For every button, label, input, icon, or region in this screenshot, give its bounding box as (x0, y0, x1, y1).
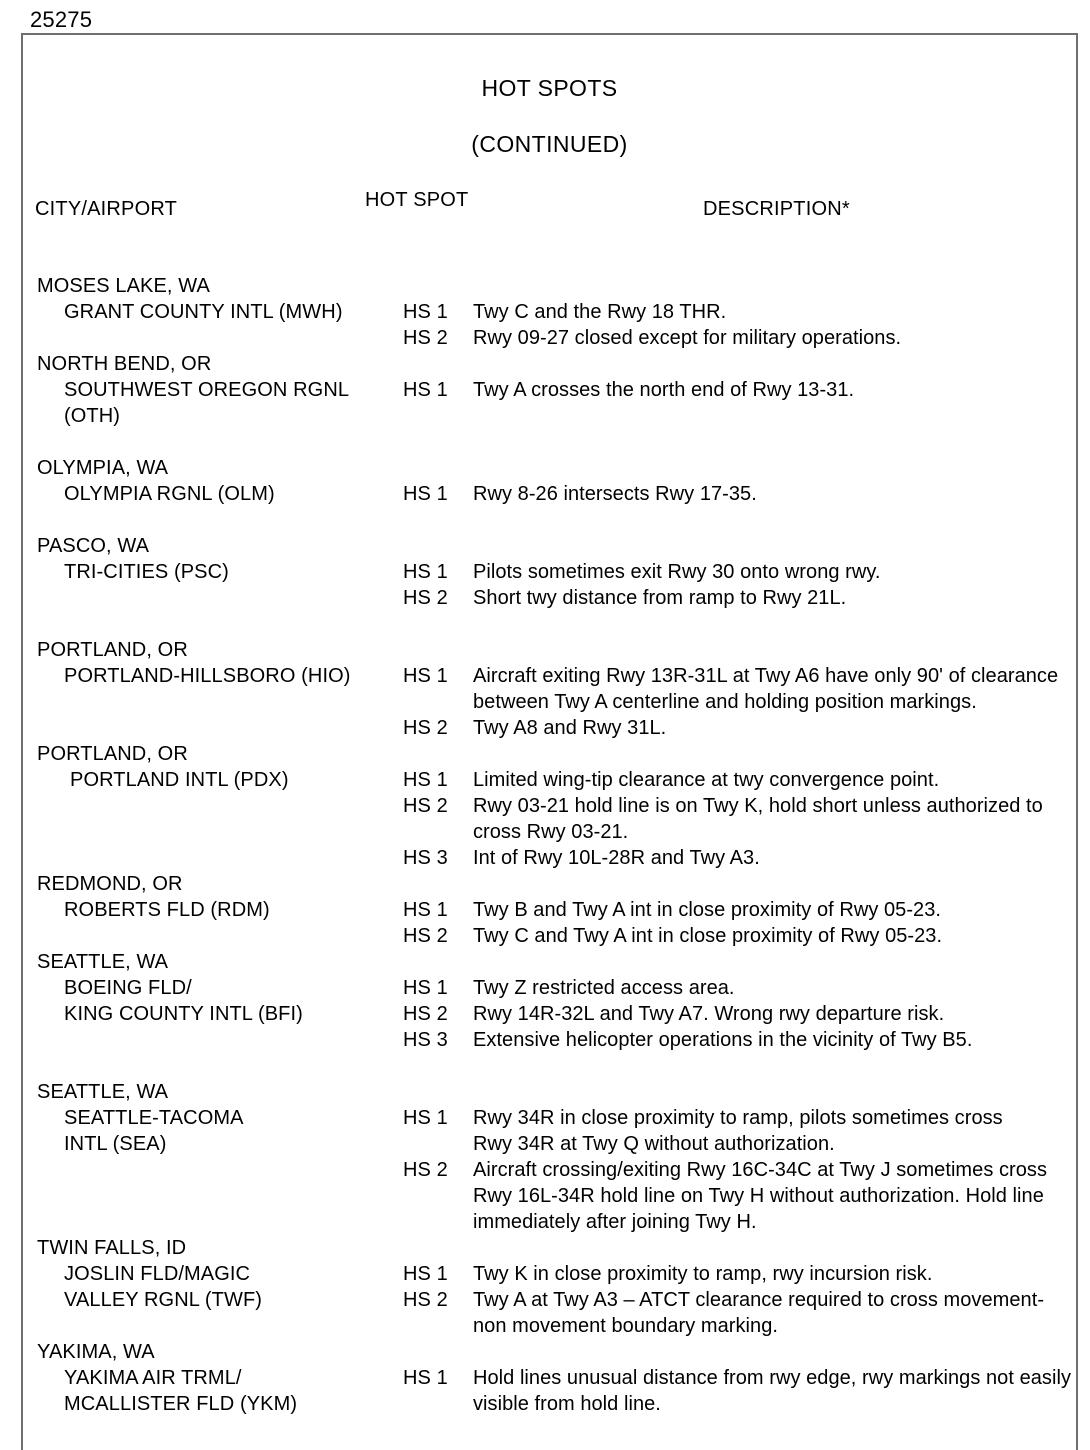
cell-description: non movement boundary marking. (473, 1315, 778, 1337)
table-row (23, 405, 1076, 431)
cell-hot-spot-id: HS 1 (403, 561, 448, 583)
table-row (23, 431, 1076, 457)
cell-description: Twy K in close proximity to ramp, rwy incursion risk. (473, 1263, 933, 1285)
cell-city-airport: PORTLAND INTL (PDX) (70, 769, 289, 791)
cell-description: Aircraft exiting Rwy 13R-31L at Twy A6 have only 90' of clearance (473, 665, 1059, 687)
cell-city-airport: TRI-CITIES (PSC) (64, 561, 229, 583)
page-number: 25275 (30, 7, 93, 32)
cell-city-airport: PORTLAND, OR (37, 639, 188, 661)
cell-city-airport: PORTLAND-HILLSBORO (HIO) (64, 665, 351, 687)
table-row (23, 1159, 1076, 1185)
cell-city-airport: OLYMPIA RGNL (OLM) (64, 483, 275, 505)
cell-city-airport: BOEING FLD/ (64, 977, 192, 999)
table-row (23, 1107, 1076, 1133)
table-row (23, 691, 1076, 717)
table-row (23, 925, 1076, 951)
cell-hot-spot-id: HS 1 (403, 1263, 448, 1285)
table-row (23, 1003, 1076, 1029)
page-subtitle: (CONTINUED) (471, 131, 628, 157)
cell-hot-spot-id: HS 1 (403, 379, 448, 401)
cell-city-airport: JOSLIN FLD/MAGIC (64, 1263, 251, 1285)
cell-city-airport: ROBERTS FLD (RDM) (64, 899, 270, 921)
cell-hot-spot-id: HS 2 (403, 1159, 448, 1181)
table-row (23, 977, 1076, 1003)
cell-hot-spot-id: HS 1 (403, 1107, 448, 1129)
table-row (23, 379, 1076, 405)
cell-description: Aircraft crossing/exiting Rwy 16C-34C at Twy J sometimes cross (473, 1159, 1048, 1181)
table-row (23, 483, 1076, 509)
table-row (23, 873, 1076, 899)
table-row (23, 1341, 1076, 1367)
cell-city-airport: SOUTHWEST OREGON RGNL (64, 379, 350, 401)
cell-description: Int of Rwy 10L-28R and Twy A3. (473, 847, 760, 869)
cell-description: Rwy 34R at Twy Q without authorization. (473, 1133, 835, 1155)
table-row (23, 1237, 1076, 1263)
cell-description: Twy A at Twy A3 – ATCT clearance required to cross movement- (473, 1289, 1045, 1311)
cell-description: Twy A8 and Rwy 31L. (473, 717, 667, 739)
table-row (23, 1185, 1076, 1211)
cell-city-airport: REDMOND, OR (37, 873, 183, 895)
cell-hot-spot-id: HS 1 (403, 665, 448, 687)
cell-city-airport: KING COUNTY INTL (BFI) (64, 1003, 303, 1025)
cell-hot-spot-id: HS 2 (403, 925, 448, 947)
table-row (23, 301, 1076, 327)
table-row (23, 1315, 1076, 1341)
cell-city-airport: (OTH) (64, 405, 121, 427)
cell-description: Twy Z restricted access area. (473, 977, 735, 999)
table-row (23, 847, 1076, 873)
cell-description: Twy A crosses the north end of Rwy 13-31. (473, 379, 855, 401)
table-row (23, 639, 1076, 665)
cell-city-airport: MCALLISTER FLD (YKM) (64, 1393, 298, 1415)
cell-hot-spot-id: HS 1 (403, 1367, 448, 1389)
cell-description: Rwy 14R-32L and Twy A7. Wrong rwy departure risk. (473, 1003, 945, 1025)
cell-city-airport: PASCO, WA (37, 535, 150, 557)
table-row (23, 743, 1076, 769)
table-row (23, 353, 1076, 379)
cell-hot-spot-id: HS 1 (403, 769, 448, 791)
table-row (23, 327, 1076, 353)
cell-description: between Twy A centerline and holding position markings. (473, 691, 977, 713)
cell-description: Pilots sometimes exit Rwy 30 onto wrong rwy. (473, 561, 881, 583)
table-row (23, 769, 1076, 795)
cell-description: Rwy 34R in close proximity to ramp, pilots sometimes cross (473, 1107, 1003, 1129)
cell-hot-spot-id: HS 2 (403, 1289, 448, 1311)
table-row (23, 821, 1076, 847)
cell-city-airport: VALLEY RGNL (TWF) (64, 1289, 263, 1311)
table-row (23, 1133, 1076, 1159)
cell-description: Extensive helicopter operations in the vicinity of Twy B5. (473, 1029, 973, 1051)
cell-hot-spot-id: HS 1 (403, 899, 448, 921)
cell-description: Twy C and the Rwy 18 THR. (473, 301, 727, 323)
cell-hot-spot-id: HS 2 (403, 795, 448, 817)
cell-hot-spot-id: HS 1 (403, 483, 448, 505)
cell-description: visible from hold line. (473, 1393, 661, 1415)
chart-frame (21, 33, 1078, 1450)
cell-description: Rwy 09-27 closed except for military operations. (473, 327, 902, 349)
cell-description: cross Rwy 03-21. (473, 821, 629, 843)
cell-city-airport: NORTH BEND, OR (37, 353, 212, 375)
table-row (23, 1055, 1076, 1081)
column-header-city-airport: CITY/AIRPORT (35, 198, 178, 220)
table-row (23, 535, 1076, 561)
cell-hot-spot-id: HS 3 (403, 1029, 448, 1051)
cell-city-airport: INTL (SEA) (64, 1133, 167, 1155)
cell-hot-spot-id: HS 3 (403, 847, 448, 869)
cell-city-airport: YAKIMA, WA (37, 1341, 155, 1363)
page-title: HOT SPOTS (481, 75, 618, 101)
cell-description: immediately after joining Twy H. (473, 1211, 757, 1233)
table-row (23, 951, 1076, 977)
cell-hot-spot-id: HS 2 (403, 587, 448, 609)
cell-city-airport: GRANT COUNTY INTL (MWH) (64, 301, 343, 323)
cell-city-airport: SEATTLE, WA (37, 1081, 169, 1103)
table-row (23, 613, 1076, 639)
cell-hot-spot-id: HS 2 (403, 1003, 448, 1025)
table-row (23, 795, 1076, 821)
cell-hot-spot-id: HS 2 (403, 717, 448, 739)
cell-hot-spot-id: HS 1 (403, 977, 448, 999)
cell-city-airport: PORTLAND, OR (37, 743, 188, 765)
table-row (23, 899, 1076, 925)
cell-description: Twy C and Twy A int in close proximity of Rwy 05-23. (473, 925, 943, 947)
cell-city-airport: MOSES LAKE, WA (37, 275, 210, 297)
table-row (23, 1289, 1076, 1315)
cell-city-airport: YAKIMA AIR TRML/ (64, 1367, 242, 1389)
table-row (23, 665, 1076, 691)
cell-city-airport: SEATTLE, WA (37, 951, 169, 973)
table-row (23, 587, 1076, 613)
table-row (23, 1211, 1076, 1237)
cell-description: Limited wing-tip clearance at twy convergence point. (473, 769, 940, 791)
table-row (23, 1367, 1076, 1393)
cell-description: Short twy distance from ramp to Rwy 21L. (473, 587, 847, 609)
table-row (23, 1029, 1076, 1055)
cell-city-airport: OLYMPIA, WA (37, 457, 169, 479)
cell-city-airport: TWIN FALLS, ID (37, 1237, 187, 1259)
table-row (23, 457, 1076, 483)
cell-hot-spot-id: HS 2 (403, 327, 448, 349)
table-row (23, 717, 1076, 743)
cell-description: Hold lines unusual distance from rwy edge, rwy markings not easily (473, 1367, 1072, 1389)
table-row (23, 1081, 1076, 1107)
hot-spots-table (23, 275, 1076, 1419)
table-row (23, 509, 1076, 535)
cell-description: Rwy 03-21 hold line is on Twy K, hold short unless authorized to (473, 795, 1043, 817)
cell-description: Rwy 8-26 intersects Rwy 17-35. (473, 483, 757, 505)
table-row (23, 1263, 1076, 1289)
table-row (23, 275, 1076, 301)
table-row (23, 1393, 1076, 1419)
cell-description: Twy B and Twy A int in close proximity of Rwy 05-23. (473, 899, 941, 921)
cell-description: Rwy 16L-34R hold line on Twy H without authorization. Hold line (473, 1185, 1044, 1207)
column-header-description: DESCRIPTION* (703, 198, 850, 220)
table-row (23, 561, 1076, 587)
column-header-hot-spot: HOT SPOT (365, 189, 469, 211)
cell-hot-spot-id: HS 1 (403, 301, 448, 323)
cell-city-airport: SEATTLE-TACOMA (64, 1107, 244, 1129)
